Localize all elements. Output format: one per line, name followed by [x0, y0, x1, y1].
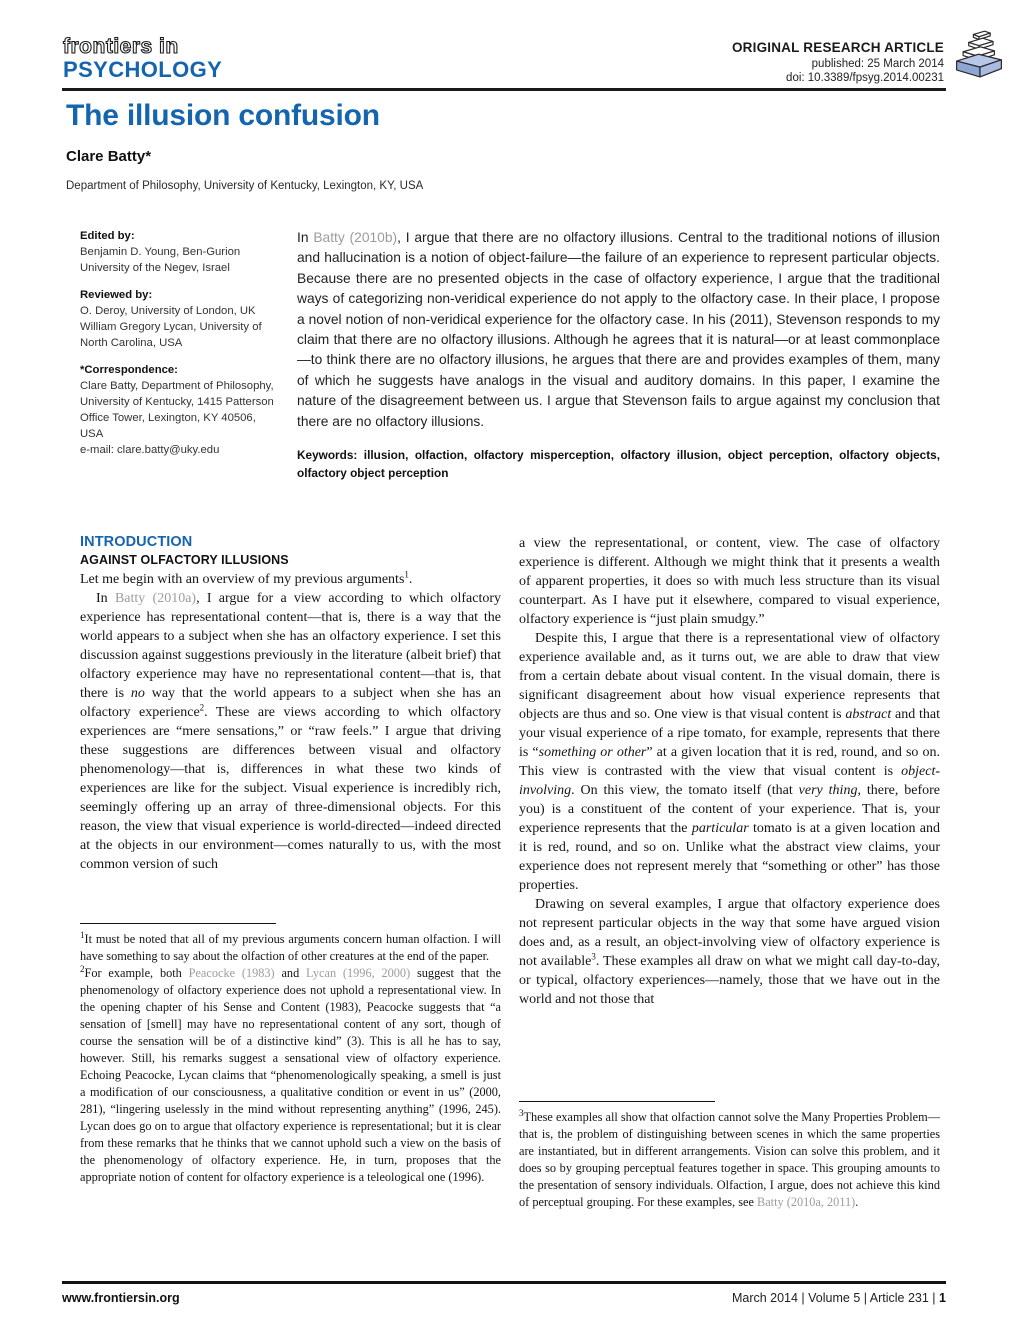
- abstract-text: [297, 228, 940, 432]
- footnote: [80, 965, 501, 1186]
- emphasis-text: object-involving: [519, 764, 940, 798]
- text-segment: . On this view, the tomato itself (that: [571, 783, 799, 798]
- footnote-marker[interactable]: 1: [80, 930, 85, 941]
- citation-link[interactable]: Batty (2010b): [313, 230, 398, 245]
- footnote-separator: [519, 1101, 715, 1102]
- text-segment: In: [297, 230, 314, 245]
- subsection-heading-against-olfactory-illusions: AGAINST OLFACTORY ILLUSIONS: [80, 553, 289, 567]
- footer-issue-text: March 2014 | Volume 5 | Article 231 |: [731, 1291, 936, 1305]
- correspondence-group: [80, 362, 280, 458]
- text-segment: , I argue that there are no olfactory illusions. Central to the traditional notions of illusion and hallucination is a notion of object-failure—the failure of an experience to represent particular objects. Because there are no presented objects in the case of olfactory experience, I argue that the traditional ways of categorizing non-veridical experience do not apply to the olfactory case. In their place, I propose a novel notion of non-veridical experience for the olfactory case. In his (2011), Stevenson responds to my claim that there are no olfactory illusions. Although he agrees that it is natural—or at least commonplace—to think there are no olfactory illusions, he argues that there are and provides examples of them, many of which he suggests have analogs in the visual and auditory domains. In this paper, I examine the nature of the disagreement between us. I argue that Stevenson fails to argue against my conclusion that there are no olfactory illusions.: [297, 230, 940, 429]
- reviewed-by-label: Reviewed by:: [80, 289, 153, 302]
- text-segment: ” at a given location that it is red, round, and so on. This view is contrasted with the view that visual content is: [519, 745, 940, 779]
- section-heading-introduction: INTRODUCTION: [80, 534, 193, 550]
- text-segment: .: [408, 572, 413, 587]
- footnotes-left: [80, 923, 501, 1186]
- doi: doi: 10.3389/fpsyg.2014.00231: [786, 72, 944, 85]
- correspondence-email[interactable]: e-mail: clare.batty@uky.edu: [80, 444, 220, 457]
- body-paragraph: [519, 895, 940, 1009]
- text-segment: In: [96, 591, 115, 606]
- text-segment: suggest that the phenomenology of olfactory experience does not uphold a representational view. In the opening chapter of his Sense and Content (1983), Peacocke suggests that “a sensation of [smell] may have no representational content of any sort, though of course the sensation will be of a distinctive kind” (3). This is all he has to say, however. Still, his remarks suggest a sensational view of olfactory experience. Echoing Peacocke, Lycan claims that “phenomenologically speaking, a smell is just a modification of our consciousness, a qualitative condition or event in us” (2000, 281), “lingering uselessly in the mind without representing anything” (1996, 245). Lycan does go on to argue that olfactory experience is representational; but it is clear from these remarks that he thinks that we cannot uphold such a view on the basis of the phenomenology of olfactory experience. He, in turn, proposes that the appropriate notion of content for olfactory experience is a teleological one (1996).: [80, 966, 501, 1185]
- right-column: [519, 534, 940, 1283]
- emphasis-text: something or other: [538, 745, 647, 760]
- body-paragraph: [519, 629, 940, 895]
- body-paragraph: [80, 570, 501, 589]
- article-type-label: ORIGINAL RESEARCH ARTICLE: [731, 40, 944, 55]
- correspondence-address: Clare Batty, Department of Philosophy, University of Kentucky, 1415 Patterson Office Tower, Lexington, KY 40506, USA: [80, 380, 274, 441]
- text-segment: way that the world appears to a subject when she has an olfactory experience: [80, 686, 501, 720]
- meta-row: [80, 228, 940, 483]
- emphasis-text: particular: [691, 821, 749, 836]
- footer-site-url: www.frontiersin.org: [62, 1291, 180, 1305]
- edited-by-label: Edited by:: [80, 230, 135, 242]
- emphasis-text: abstract: [845, 707, 892, 722]
- header-meta: [732, 40, 944, 86]
- citation-link[interactable]: Peacocke (1983): [188, 966, 275, 981]
- reviewed-by-group: [80, 287, 280, 351]
- footnote-marker[interactable]: 3: [591, 951, 596, 962]
- header-divider: [62, 88, 946, 91]
- text-segment: a view the representational, or content, view. The case of olfactory experience is different. Although we might think that it presents a wealth of apparent properties, it does so with much less structure than its visual counterpart. As I have put it elsewhere, compared to visual experience, olfactory experience is “just plain smudgy.”: [519, 536, 940, 627]
- footer-issue-info: [732, 1291, 946, 1305]
- citation-link[interactable]: Lycan (1996, 2000): [306, 966, 411, 981]
- published-date: published: 25 March 2014: [811, 57, 944, 70]
- text-segment: . These examples all draw on what we might call day-to-day, or typical, olfactory experiences—namely, those that we have out in the world and not those that: [519, 954, 941, 1007]
- editorial-sidebar: [80, 228, 280, 483]
- emphasis-text: no: [130, 686, 145, 701]
- text-segment: tomato is at a given location and it is red, round, and so on. Unlike what the abstract view claims, your experience does not represent merely that “something or other” has those properties.: [519, 821, 940, 893]
- text-segment: . These are views according to which olfactory experiences are “mere sensations,” or “raw feels.” I argue that driving these suggestions are differences between visual and olfactory phenomenology—that is, differences in what these two kinds of experiences are like for the subject. Visual experience is incredibly rich, seemingly offering up an array of three-dimensional objects. For this reason, the view that visual experience is world-directed—indeed directed at the objects in our environment—comes naturally to us, with the most common version of such: [80, 705, 501, 872]
- citation-link[interactable]: Batty (2010a, 2011): [757, 1195, 856, 1210]
- text-segment: It must be noted that all of my previous arguments concern human olfaction. I will have something to say about the olfaction of other creatures at the end of the paper.: [80, 932, 501, 964]
- text-segment: and: [274, 966, 307, 981]
- text-segment: Drawing on several examples, I argue that olfactory experience does not represent particular objects in the way that some have argued vision does and, as a result, an object-involving view of olfactory experience is not available: [519, 897, 940, 969]
- footnote: [80, 931, 501, 965]
- footnote: [519, 1109, 940, 1211]
- text-segment: These examples all show that olfaction cannot solve the Many Properties Problem—that is, the problem of distinguishing between scenes in which the same properties are instantiated, but in different arrangements. Vision can solve this problem, and it does so by grouping perceptual features together in space. This grouping amounts to the presentation of sensory individuals. Olfaction, I argue, does not achieve this kind of perceptual grouping. For these examples, see: [519, 1110, 940, 1210]
- frontiers-books-icon: [951, 28, 1007, 87]
- footnote-marker[interactable]: 2: [199, 702, 205, 713]
- footnote-marker[interactable]: 3: [519, 1108, 524, 1119]
- footer: [62, 1291, 946, 1305]
- journal-logo-psychology: PSYCHOLOGY: [63, 57, 223, 82]
- text-segment: .: [855, 1195, 859, 1210]
- footnote-marker[interactable]: 2: [80, 964, 85, 975]
- correspondence-label: *Correspondence:: [80, 364, 178, 377]
- abstract-section: [297, 228, 940, 483]
- footer-page-number: 1: [939, 1291, 946, 1305]
- journal-logo-frontiers-in: frontiers in: [63, 35, 179, 58]
- article-body: [80, 534, 940, 1283]
- author-name: Clare Batty*: [66, 148, 152, 165]
- footnote-separator: [80, 923, 276, 924]
- citation-link[interactable]: Batty (2010a): [114, 591, 197, 606]
- author-affiliation: Department of Philosophy, University of Kentucky, Lexington, KY, USA: [66, 180, 424, 192]
- footnotes-right: [519, 1101, 940, 1211]
- keywords: Keywords: illusion, olfaction, olfactory misperception, olfactory illusion, object perception, olfactory objects, olfactory object perception: [297, 448, 940, 481]
- text-segment: For example, both: [84, 966, 189, 981]
- body-paragraph: [519, 534, 940, 629]
- text-segment: Let me begin with an overview of my previous arguments: [80, 572, 405, 587]
- text-segment: and that your visual experience of a ripe tomato, for example, represents that there is “: [519, 707, 940, 760]
- edited-by-value: Benjamin D. Young, Ben-Gurion University of the Negev, Israel: [80, 246, 241, 275]
- reviewer: O. Deroy, University of London, UK: [80, 305, 256, 318]
- text-segment: Despite this, I argue that there is a representational view of olfactory experience available and, as it turns out, we are able to draw that view from a certain debate about visual content. In the visual domain, there is significant disagreement about how visual experience represents that objects are thus and so. One view is that visual content is: [519, 631, 940, 722]
- body-paragraph: [80, 589, 501, 874]
- footer-divider: [62, 1281, 946, 1284]
- emphasis-text: very thing: [798, 783, 858, 798]
- reviewer: William Gregory Lycan, University of North Carolina, USA: [80, 321, 262, 350]
- edited-by-group: [80, 228, 280, 276]
- left-column: [80, 534, 501, 1283]
- footnote-marker[interactable]: 1: [404, 569, 409, 580]
- page-title: The illusion confusion: [66, 99, 380, 132]
- text-segment: , there, before you) is a constituent of the content of your experience. That is, your experience represents that the: [519, 783, 941, 836]
- journal-logo: [63, 36, 222, 81]
- text-segment: , I argue for a view according to which olfactory experience has representational content—that is, there is a way that the world appears to a subject when she has an olfactory experience. I set this discussion against suggestions previously in the literature (albeit brief) that olfactory experience may have no representational content—that is, that there is: [80, 591, 501, 701]
